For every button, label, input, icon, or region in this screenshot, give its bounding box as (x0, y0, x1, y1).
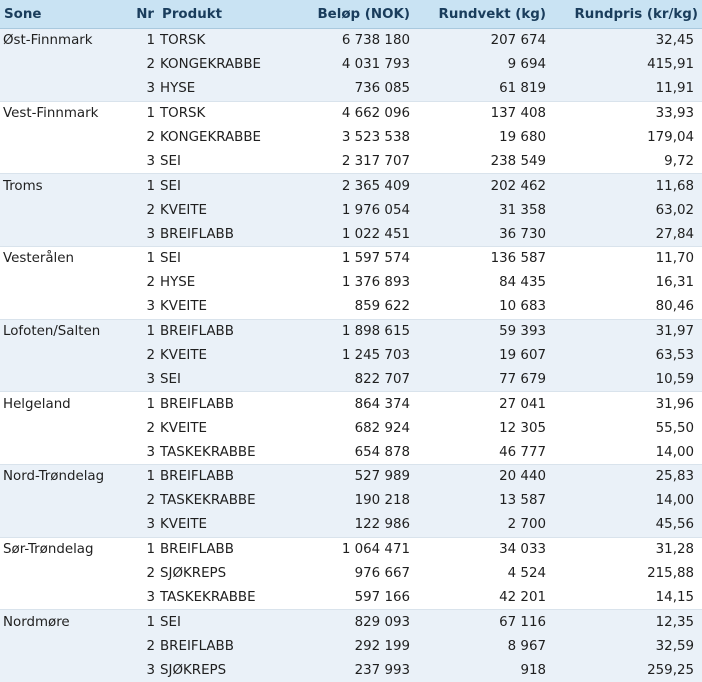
sone-cell (0, 222, 128, 246)
rank-cell: 3 (128, 149, 158, 173)
sone-cell (0, 562, 128, 586)
sone-cell: Nordmøre (0, 610, 128, 634)
product-cell: KVEITE (158, 513, 286, 537)
price-cell: 32,59 (550, 634, 702, 658)
table-row (0, 392, 702, 416)
amount-cell: 292 199 (286, 634, 414, 658)
table-row (0, 222, 702, 246)
price-cell: 14,15 (550, 585, 702, 609)
rank-cell: 2 (128, 489, 158, 513)
weight-cell: 207 674 (414, 29, 550, 53)
weight-cell: 238 549 (414, 149, 550, 173)
amount-cell: 527 989 (286, 465, 414, 489)
product-cell: TASKEKRABBE (158, 489, 286, 513)
table-row (0, 271, 702, 295)
weight-cell: 10 683 (414, 295, 550, 319)
product-cell: BREIFLABB (158, 634, 286, 658)
product-cell: SEI (158, 367, 286, 391)
rank-cell: 2 (128, 344, 158, 368)
rank-cell: 2 (128, 198, 158, 222)
weight-cell: 137 408 (414, 101, 550, 125)
product-cell: BREIFLABB (158, 465, 286, 489)
rank-cell: 2 (128, 271, 158, 295)
amount-cell: 3 523 538 (286, 126, 414, 150)
sone-cell (0, 634, 128, 658)
product-cell: SJØKREPS (158, 562, 286, 586)
table-header (0, 0, 702, 29)
sone-cell: Lofoten/Salten (0, 319, 128, 343)
amount-cell: 597 166 (286, 585, 414, 609)
rank-cell: 1 (128, 174, 158, 198)
amount-cell: 1 022 451 (286, 222, 414, 246)
sone-cell: Troms (0, 174, 128, 198)
product-cell: SEI (158, 174, 286, 198)
table-body (0, 29, 702, 682)
product-cell: SEI (158, 247, 286, 271)
price-cell: 11,68 (550, 174, 702, 198)
weight-cell: 42 201 (414, 585, 550, 609)
weight-cell: 46 777 (414, 440, 550, 464)
rank-cell: 2 (128, 634, 158, 658)
product-cell: BREIFLABB (158, 537, 286, 561)
table-row (0, 634, 702, 658)
amount-cell: 1 976 054 (286, 198, 414, 222)
rank-cell: 1 (128, 319, 158, 343)
price-cell: 11,70 (550, 247, 702, 271)
rank-cell: 3 (128, 367, 158, 391)
weight-cell: 136 587 (414, 247, 550, 271)
table-row (0, 465, 702, 489)
header-produkt[interactable]: Produkt (158, 0, 286, 29)
sone-cell: Vest-Finnmark (0, 101, 128, 125)
product-cell: BREIFLABB (158, 222, 286, 246)
amount-cell: 1 597 574 (286, 247, 414, 271)
weight-cell: 20 440 (414, 465, 550, 489)
price-cell: 14,00 (550, 489, 702, 513)
weight-cell: 61 819 (414, 77, 550, 101)
table-row (0, 53, 702, 77)
weight-cell: 27 041 (414, 392, 550, 416)
weight-cell: 13 587 (414, 489, 550, 513)
product-cell: KONGEKRABBE (158, 53, 286, 77)
amount-cell: 1 245 703 (286, 344, 414, 368)
header-belop[interactable]: Beløp (NOK) (286, 0, 414, 29)
table-row (0, 149, 702, 173)
product-cell: SEI (158, 610, 286, 634)
rank-cell: 3 (128, 295, 158, 319)
product-cell: HYSE (158, 271, 286, 295)
product-cell: BREIFLABB (158, 392, 286, 416)
amount-cell: 654 878 (286, 440, 414, 464)
rank-cell: 2 (128, 416, 158, 440)
sone-cell (0, 513, 128, 537)
rank-cell: 1 (128, 247, 158, 271)
sone-cell (0, 367, 128, 391)
price-cell: 45,56 (550, 513, 702, 537)
sone-cell (0, 585, 128, 609)
amount-cell: 864 374 (286, 392, 414, 416)
sone-cell (0, 149, 128, 173)
price-cell: 33,93 (550, 101, 702, 125)
table-row (0, 585, 702, 609)
amount-cell: 2 365 409 (286, 174, 414, 198)
sone-cell (0, 271, 128, 295)
product-cell: KONGEKRABBE (158, 126, 286, 150)
table-row (0, 610, 702, 634)
amount-cell: 2 317 707 (286, 149, 414, 173)
product-cell: SJØKREPS (158, 658, 286, 682)
table-row (0, 440, 702, 464)
price-cell: 215,88 (550, 562, 702, 586)
amount-cell: 976 667 (286, 562, 414, 586)
header-rundvekt[interactable]: Rundvekt (kg) (414, 0, 550, 29)
product-cell: SEI (158, 149, 286, 173)
weight-cell: 67 116 (414, 610, 550, 634)
weight-cell: 202 462 (414, 174, 550, 198)
amount-cell: 190 218 (286, 489, 414, 513)
table-row (0, 367, 702, 391)
rank-cell: 3 (128, 513, 158, 537)
sone-cell (0, 440, 128, 464)
rank-cell: 1 (128, 392, 158, 416)
weight-cell: 918 (414, 658, 550, 682)
price-cell: 10,59 (550, 367, 702, 391)
amount-cell: 4 031 793 (286, 53, 414, 77)
weight-cell: 34 033 (414, 537, 550, 561)
header-nr[interactable]: Nr (128, 0, 158, 29)
table-row (0, 101, 702, 125)
rank-cell: 1 (128, 29, 158, 53)
price-cell: 55,50 (550, 416, 702, 440)
weight-cell: 19 680 (414, 126, 550, 150)
product-cell: BREIFLABB (158, 319, 286, 343)
rank-cell: 3 (128, 585, 158, 609)
table-row (0, 295, 702, 319)
price-cell: 31,97 (550, 319, 702, 343)
table-row (0, 126, 702, 150)
weight-cell: 12 305 (414, 416, 550, 440)
weight-cell: 2 700 (414, 513, 550, 537)
weight-cell: 4 524 (414, 562, 550, 586)
rank-cell: 1 (128, 537, 158, 561)
price-cell: 31,96 (550, 392, 702, 416)
weight-cell: 19 607 (414, 344, 550, 368)
weight-cell: 8 967 (414, 634, 550, 658)
table-row (0, 29, 702, 53)
product-cell: TASKEKRABBE (158, 585, 286, 609)
price-cell: 12,35 (550, 610, 702, 634)
price-cell: 16,31 (550, 271, 702, 295)
amount-cell: 122 986 (286, 513, 414, 537)
table-row (0, 537, 702, 561)
table-row (0, 174, 702, 198)
price-cell: 11,91 (550, 77, 702, 101)
amount-cell: 1 898 615 (286, 319, 414, 343)
sone-cell (0, 416, 128, 440)
product-cell: KVEITE (158, 295, 286, 319)
sone-cell: Helgeland (0, 392, 128, 416)
amount-cell: 736 085 (286, 77, 414, 101)
price-cell: 27,84 (550, 222, 702, 246)
product-cell: TORSK (158, 29, 286, 53)
rank-cell: 3 (128, 658, 158, 682)
sone-cell: Vesterålen (0, 247, 128, 271)
product-cell: KVEITE (158, 344, 286, 368)
sone-cell: Nord-Trøndelag (0, 465, 128, 489)
sone-cell (0, 198, 128, 222)
table-row (0, 513, 702, 537)
amount-cell: 6 738 180 (286, 29, 414, 53)
header-sone[interactable]: Sone (0, 0, 128, 29)
sone-cell (0, 126, 128, 150)
weight-cell: 31 358 (414, 198, 550, 222)
rank-cell: 2 (128, 53, 158, 77)
product-cell: KVEITE (158, 198, 286, 222)
price-cell: 9,72 (550, 149, 702, 173)
sone-cell (0, 489, 128, 513)
rank-cell: 3 (128, 440, 158, 464)
table-row (0, 77, 702, 101)
amount-cell: 859 622 (286, 295, 414, 319)
sone-cell (0, 53, 128, 77)
amount-cell: 829 093 (286, 610, 414, 634)
weight-cell: 77 679 (414, 367, 550, 391)
rank-cell: 2 (128, 562, 158, 586)
sone-cell (0, 658, 128, 682)
rank-cell: 3 (128, 77, 158, 101)
price-cell: 80,46 (550, 295, 702, 319)
table-row (0, 562, 702, 586)
amount-cell: 1 376 893 (286, 271, 414, 295)
amount-cell: 4 662 096 (286, 101, 414, 125)
price-cell: 179,04 (550, 126, 702, 150)
price-cell: 25,83 (550, 465, 702, 489)
amount-cell: 682 924 (286, 416, 414, 440)
amount-cell: 822 707 (286, 367, 414, 391)
price-cell: 63,53 (550, 344, 702, 368)
price-cell: 14,00 (550, 440, 702, 464)
table-row (0, 319, 702, 343)
rank-cell: 1 (128, 465, 158, 489)
sone-cell (0, 295, 128, 319)
table-row (0, 344, 702, 368)
price-cell: 259,25 (550, 658, 702, 682)
product-cell: HYSE (158, 77, 286, 101)
table-row (0, 658, 702, 682)
amount-cell: 1 064 471 (286, 537, 414, 561)
rank-cell: 1 (128, 610, 158, 634)
price-cell: 32,45 (550, 29, 702, 53)
table-row (0, 489, 702, 513)
price-cell: 415,91 (550, 53, 702, 77)
sone-cell (0, 77, 128, 101)
table-row (0, 198, 702, 222)
weight-cell: 84 435 (414, 271, 550, 295)
rank-cell: 1 (128, 101, 158, 125)
sone-cell: Sør-Trøndelag (0, 537, 128, 561)
rank-cell: 3 (128, 222, 158, 246)
sone-cell (0, 344, 128, 368)
header-row (0, 0, 702, 29)
amount-cell: 237 993 (286, 658, 414, 682)
rank-cell: 2 (128, 126, 158, 150)
price-cell: 63,02 (550, 198, 702, 222)
weight-cell: 36 730 (414, 222, 550, 246)
sone-cell: Øst-Finnmark (0, 29, 128, 53)
weight-cell: 59 393 (414, 319, 550, 343)
table-row (0, 416, 702, 440)
weight-cell: 9 694 (414, 53, 550, 77)
product-cell: TORSK (158, 101, 286, 125)
price-cell: 31,28 (550, 537, 702, 561)
product-cell: TASKEKRABBE (158, 440, 286, 464)
table-row (0, 247, 702, 271)
header-rundpris[interactable]: Rundpris (kr/kg) (550, 0, 702, 29)
product-cell: KVEITE (158, 416, 286, 440)
